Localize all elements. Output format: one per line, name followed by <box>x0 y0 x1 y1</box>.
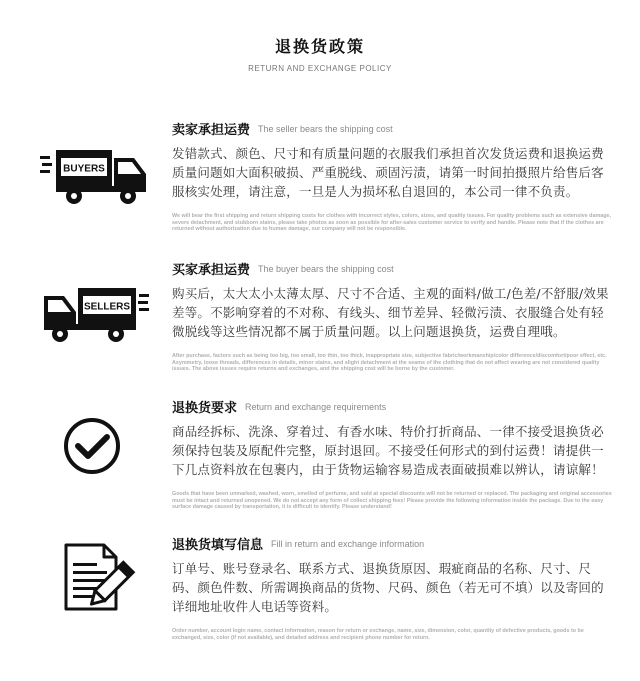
sellers-truck-icon <box>40 284 152 348</box>
section-body-en: After purchase, factors such as being too big, too small, too thin, too thick, inappropriate size, subjective fabric/workmanship/color difference/discomfort/poor effect, etc. Asymmetry, loose threads, differences in details, minor stains, and slight detachment at the seams of the clothing that do not affect wearing are not considered quality issues. The above issues require returns and exchanges, and the shipping cost will be borne by the customer. <box>172 353 607 373</box>
buyers-truck-icon <box>40 146 152 210</box>
checkmark-circle-icon <box>40 416 152 480</box>
section-heading-en: The seller bears the shipping cost <box>258 123 393 134</box>
section-body-en: Order number, account login name, contact information, reason for return or exchange, name, size, dimension, color, quantity of defective products, goods to be exchanged, size, color (if not available), and detailed address and recipient phone number for return. <box>172 628 584 641</box>
document-pen-icon <box>40 541 152 617</box>
section-heading: 买家承担运费 <box>172 263 251 278</box>
section-body: 订单号、账号登录名、联系方式、退换货原因、瑕疵商品的名称、尺寸、尺码、颜色件数、所需调换商品的货物、尺码、颜色（若无可不填）以及寄回的详细地址收件人电话等资料。 <box>172 561 604 614</box>
section-body-en: We will bear the first shipping and return shipping costs for clothes with incorrect styles, colors, sizes, and quality issues. For quality problems such as extensive damage, severe detachment, and stubborn stains, please take photos as soon as possible for after-sales customer service to verify and handle. Please note that if the clothes are returned without authorization due to human damage, our company will not be responsible. <box>172 213 612 233</box>
section-body: 购买后，太大太小太薄太厚、尺寸不合适、主观的面料/做工/色差/不舒服/效果差等。不影响穿着的不对称、有线头、细节差异、轻微污渍、衣服缝合处有轻微脱线等这些情况都不属于质量问题。以上问题退换货，运费自理哦。 <box>172 286 609 339</box>
section-body: 商品经拆标、洗涤、穿着过、有香水味、特价打折商品、一律不接受退换货必须保持包装及原配件完整，原封退回。不接受任何形式的到付运费！请提供一下几点资料放在包裹内，由于货物运输容易造成表面破损难以辨认，请谅解！ <box>172 424 604 477</box>
section-heading-en: Return and exchange requirements <box>245 401 387 412</box>
section-heading-en: The buyer bears the shipping cost <box>258 263 394 274</box>
page-subtitle: RETURN AND EXCHANGE POLICY <box>248 64 392 73</box>
sellers-label: SELLERS <box>83 301 131 313</box>
section-heading: 退换货填写信息 <box>172 538 264 553</box>
page-title: 退换货政策 <box>274 37 365 56</box>
section-body-en: Goods that have been unmarked, washed, worn, smelled of perfume, and sold at special discounts will not be returned or replaced. The packaging and original accessories must be intact and returned unopened. We do not accept any form of collect shipping fees! Please provide the following information inside the package. Due to the easy surface damage caused by transportation, it is difficult to identify. Please understand! <box>172 491 612 511</box>
section-heading: 退换货要求 <box>172 401 238 416</box>
section-body: 发错款式、颜色、尺寸和有质量问题的衣服我们承担首次发货运费和退换运费 质量问题如大面积破损、严重脱线、顽固污渍，请第一时间拍摄照片给售后客服核实处理，请注意，一旦是人为损坏私自退回的，本公司一律不负责。 <box>172 146 604 199</box>
section-heading-en: Fill in return and exchange information <box>271 538 425 549</box>
section-heading: 卖家承担运费 <box>172 123 251 138</box>
buyers-label: BUYERS <box>63 163 105 175</box>
